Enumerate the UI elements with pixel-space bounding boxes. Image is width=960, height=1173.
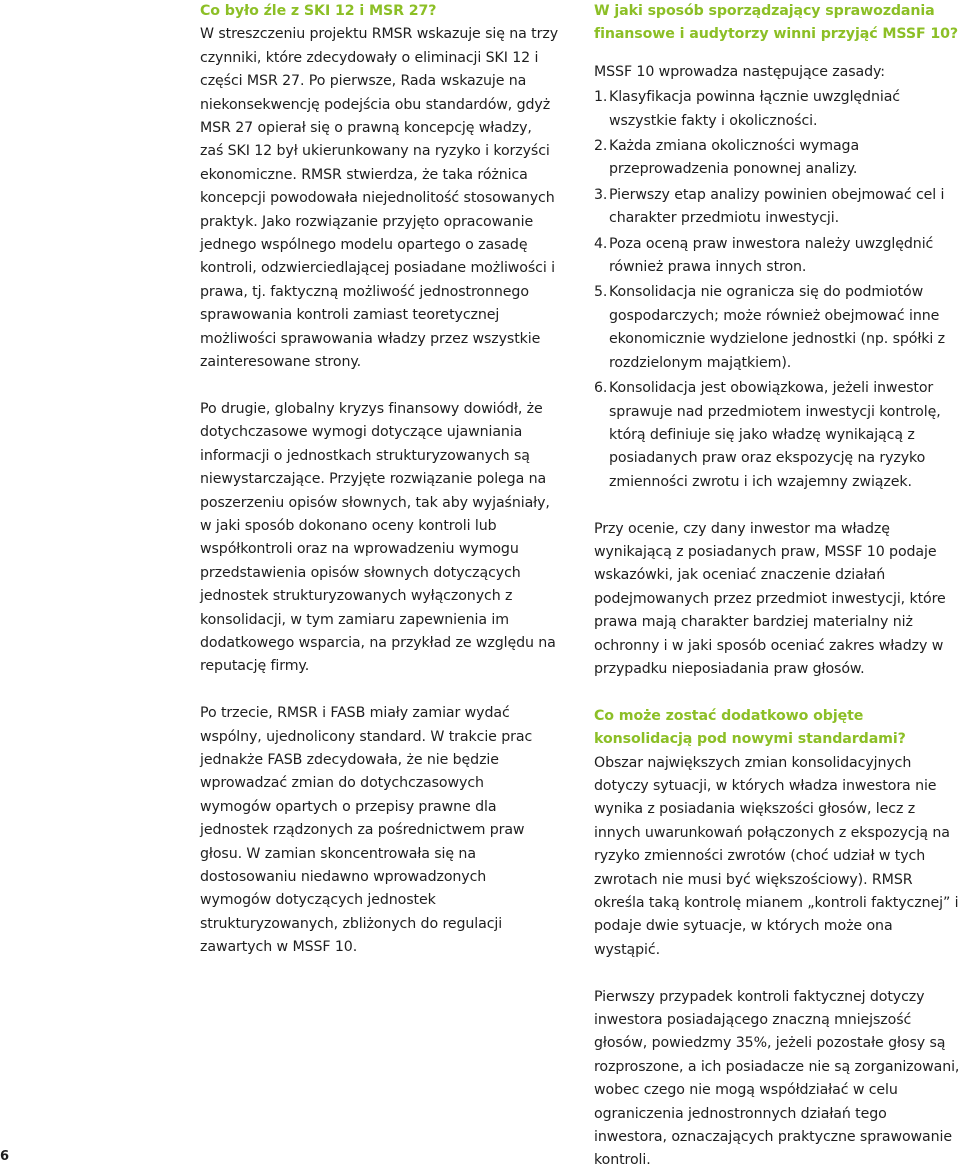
- page-number: 6: [0, 1149, 10, 1164]
- list-item: [594, 233, 960, 280]
- paragraph-assessment-guidance: Przy ocenie, czy dany inwestor ma władzę wynikającą z posiadanych praw, MSSF 10 podaje wskazówki, jak oceniać znaczenie działań podejmowanych przez przedmiot inwestycji, które prawa mają charakter bardziej materialny niż ochronny i w jaki sposób oceniać zakres władzy w przypadku nieposiadania praw głosów.: [594, 520, 946, 677]
- paragraph-first-case: Pierwszy przypadek kontroli faktycznej dotyczy inwestora posiadającego znaczną mniejszość głosów, powiedzmy 35%, jeżeli pozostałe głosy są rozproszone, a ich posiadacze nie są zorganizowani, wobec czego nie mogą współdziałać w celu ograniczenia jednostronnych działań tego inwestora, oznaczających praktyczne sprawowanie kontroli.: [594, 988, 960, 1169]
- list-item: [594, 135, 960, 182]
- list-item-text: Klasyfikacja powinna łącznie uwzględniać wszystkie fakty i okoliczności.: [609, 89, 900, 129]
- paragraph-de-facto-control: Obszar największych zmian konsolidacyjnych dotyczy sytuacji, w których władza inwestora nie wynika z posiadania większości głosów, lecz z innych uwarunkowań połączonych z ekspozycją na ryzyko zmienności zwrotów (choć udział w tych zwrotach nie musi być większościowy). RMSR określa taką kontrolę mianem „kontroli faktycznej” i podaje dwie sytuacje, w których może ona wystąpić.: [594, 754, 959, 958]
- right-column: [594, 0, 960, 1173]
- list-item-text: Konsolidacja nie ogranicza się do podmiotów gospodarczych; może również obejmować inne ekonomicznie wydzielone jednostki (np. spółki z rozdzielonym majątkiem).: [609, 284, 945, 371]
- list-item-text: Konsolidacja jest obowiązkowa, jeżeli inwestor sprawuje nad przedmiotem inwestycji kontrolę, którą definiuje się jako władzę wynikającą z posiadanych praw oraz ekspozycję na ryzyko zmienności zwrotu i ich wzajemny związek.: [609, 380, 941, 490]
- list-item-number: 6.: [594, 380, 608, 397]
- list-item: [594, 184, 960, 231]
- principles-list: [594, 86, 960, 494]
- list-item-number: 2.: [594, 138, 608, 155]
- list-item-number: 3.: [594, 186, 608, 203]
- list-item-text: Poza oceną praw inwestora należy uwzględnić również prawa innych stron.: [609, 235, 934, 276]
- paragraph-third-reason: Po trzecie, RMSR i FASB miały zamiar wydać wspólny, ujednolicony standard. W trakcie prac jednakże FASB zdecydowała, że nie będzie wprowadzać zmian do dotychczasowych wymogów opartych o przepisy prawne dla jednostek rządzonych za pośrednictwem praw głosu. W zamian skoncentrowała się na dostosowaniu niedawno wprowadzonych wymogów dotyczących jednostek strukturyzowanych, zbliżonych do regulacji zawartych w MSSF 10.: [200, 705, 533, 956]
- section-heading-how-to-adopt: W jaki sposób sporządzający sprawozdania finansowe i audytorzy winni przyjąć MSSF 10?: [594, 3, 959, 43]
- list-item-text: Pierwszy etap analizy powinien obejmować cel i charakter przedmiotu inwestycji.: [609, 186, 945, 227]
- list-item-text: Każda zmiana okoliczności wymaga przeprowadzenia ponownej analizy.: [609, 138, 860, 178]
- list-item-number: 5.: [594, 284, 608, 301]
- principles-intro: MSSF 10 wprowadza następujące zasady:: [594, 63, 885, 80]
- paragraph-first-reason: W streszczeniu projektu RMSR wskazuje się na trzy czynniki, które zdecydowały o eliminacji SKI 12 i części MSR 27. Po pierwsze, Rada wskazuje na niekonsekwencję podejścia obu standardów, gdyż MSR 27 opierał się o prawną koncepcję władzy, zaś SKI 12 był ukierunkowany na ryzyko i korzyści ekonomiczne. RMSR stwierdza, że taka różnica koncepcji powodowała niejednolitość stosowanych praktyk. Jako rozwiązanie przyjęto opracowanie jednego wspólnego modelu opartego o zasadę kontroli, odzwierciedlającej posiadane możliwości i prawa, tj. faktyczną możliwość jednostronnego sprawowania kontroli zamiast teoretycznej możliwości sprawowania władzy przez wszystkie zainteresowane strony.: [200, 26, 559, 371]
- paragraph-second-reason: Po drugie, globalny kryzys finansowy dowiódł, że dotychczasowe wymogi dotyczące ujawniania informacji o jednostkach strukturyzowanych są niewystarczające. Przyjęte rozwiązanie polega na poszerzeniu opisów słownych, tak aby wyjaśniały, w jaki sposób dokonano oceny kontroli lub współkontroli oraz na wprowadzeniu wymogu przedstawienia opisów słownych dotyczących jednostek strukturyzowanych wyłączonych z konsolidacji, w tym zamiaru zapewnienia im dodatkowego wsparcia, na przykład ze względu na reputację firmy.: [200, 400, 556, 675]
- list-item: [594, 281, 960, 375]
- list-item: [594, 377, 960, 494]
- section-heading-what-was-wrong: Co było źle z SKI 12 i MSR 27?: [200, 3, 437, 19]
- left-column: [200, 0, 558, 960]
- list-item-number: 4.: [594, 235, 608, 252]
- list-item: [594, 86, 960, 133]
- list-item-number: 1.: [594, 89, 608, 106]
- section-heading-additional-consolidation: Co może zostać dodatkowo objęte konsolidacją pod nowymi standardami?: [594, 707, 906, 748]
